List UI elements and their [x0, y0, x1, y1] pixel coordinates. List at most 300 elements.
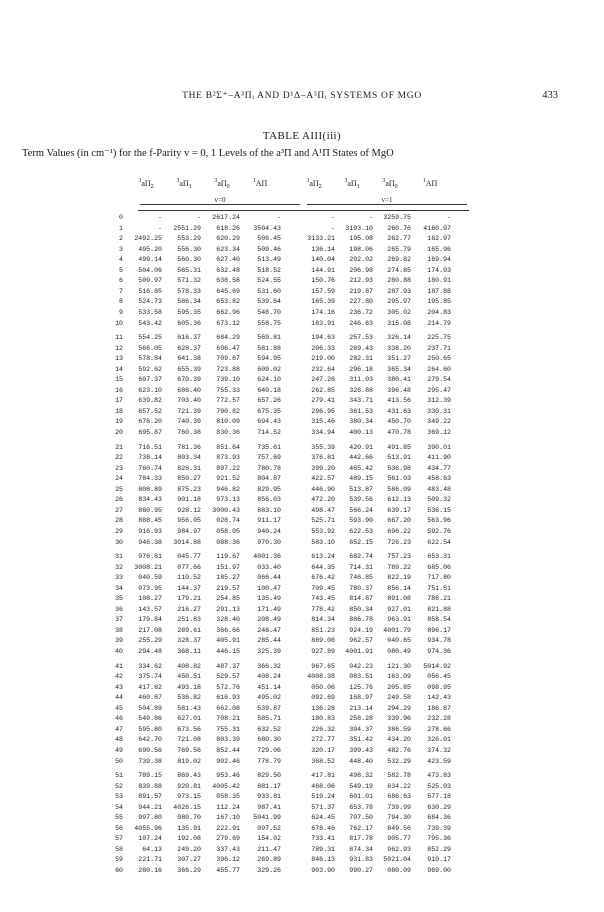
- table-row: [0, 320, 604, 327]
- term-value-cell: 595.35: [177, 308, 201, 316]
- term-value-cell: 405.91: [216, 637, 240, 645]
- term-value-cell: 670.39: [177, 376, 201, 384]
- table-row: [0, 715, 604, 722]
- term-value-cell: 707.50: [349, 814, 373, 822]
- term-value-cell: 330.31: [427, 407, 451, 415]
- term-value-cell: 192.08: [177, 835, 201, 843]
- column-header: $^3a\Pi_2$: [306, 178, 322, 190]
- running-header: [0, 90, 604, 104]
- term-value-cell: 237.71: [427, 344, 451, 352]
- term-value-cell: 624.10: [257, 376, 281, 384]
- term-value-cell: 334.94: [311, 429, 335, 436]
- term-value-cell: 171.49: [257, 605, 281, 613]
- term-value-cell: 565.31: [177, 266, 201, 274]
- term-value-cell: 585.71: [257, 715, 281, 723]
- term-value-cell: 088.36: [216, 538, 240, 546]
- term-value-cell: 315.46: [311, 418, 335, 426]
- table-row: [0, 528, 604, 535]
- term-value-cell: 529.57: [216, 673, 240, 681]
- term-value-cell: 696.47: [216, 344, 240, 352]
- term-value-cell: 623.10: [138, 386, 162, 394]
- term-value-cell: 653.31: [427, 553, 451, 561]
- table-row: [0, 366, 604, 373]
- term-value-cell: 066.44: [257, 574, 281, 582]
- term-value-cell: 509.46: [257, 245, 281, 253]
- term-value-cell: 154.02: [257, 835, 281, 843]
- row-label-j: 43: [115, 683, 123, 691]
- column-header: $^1$AΠ: [252, 178, 268, 188]
- term-value-cell: 973.13: [216, 496, 240, 504]
- term-value-cell: 851.23: [311, 626, 335, 634]
- term-value-cell: 525.03: [427, 782, 451, 790]
- term-value-cell: 280.16: [138, 867, 162, 874]
- term-value-cell: 108.27: [138, 595, 162, 603]
- row-label-j: 36: [115, 605, 123, 613]
- term-value-cell: 221.71: [138, 856, 162, 864]
- term-value-cell: 819.02: [177, 757, 201, 765]
- row-label-j: 54: [115, 803, 123, 811]
- term-value-cell: 334.62: [138, 662, 162, 670]
- term-value-cell: 856.14: [387, 584, 411, 592]
- term-value-cell: 856.03: [257, 496, 281, 504]
- row-label-j: 18: [115, 407, 123, 415]
- term-value-cell: 493.18: [177, 683, 201, 691]
- term-value-cell: 349.22: [427, 418, 451, 426]
- row-label-j: 40: [115, 648, 123, 655]
- table-row: [0, 637, 604, 644]
- row-label-j: 45: [115, 704, 123, 712]
- term-value-cell: 536.82: [177, 694, 201, 702]
- row-label-j: 4: [119, 256, 123, 264]
- term-value-cell: 269.89: [257, 856, 281, 864]
- term-value-cell: 361.53: [349, 407, 373, 415]
- term-value-cell: 944.21: [138, 803, 162, 811]
- term-value-cell: 563.96: [427, 517, 451, 525]
- table-row: [0, 235, 604, 242]
- term-value-cell: 295.97: [387, 298, 411, 306]
- term-value-cell: 366.29: [177, 867, 201, 874]
- term-value-cell: 489.15: [349, 475, 373, 483]
- term-value-cell: 097.52: [257, 824, 281, 832]
- term-value-cell: 940.24: [257, 527, 281, 535]
- term-value-cell: 251.83: [177, 616, 201, 624]
- term-value-cell: 561.03: [387, 475, 411, 483]
- row-label-j: 1: [119, 224, 123, 232]
- term-value-cell: 495.20: [138, 245, 162, 253]
- term-value-cell: 431.63: [387, 407, 411, 415]
- term-value-cell: 226.32: [311, 725, 335, 733]
- term-value-cell: 287.93: [387, 287, 411, 295]
- term-value-cell: 2617.24: [212, 214, 240, 221]
- term-value-cell: 125.76: [349, 683, 373, 691]
- term-value-cell: 225.75: [427, 334, 451, 342]
- term-value-cell: 694.43: [257, 418, 281, 426]
- term-value-cell: 451.14: [257, 683, 281, 691]
- term-value-cell: -: [158, 224, 162, 232]
- term-value-cell: 973.15: [177, 793, 201, 801]
- term-value-cell: 028.74: [216, 517, 240, 525]
- term-value-cell: 169.94: [427, 256, 451, 264]
- term-value-cell: 680.30: [257, 736, 281, 744]
- term-value-cell: 969.00: [427, 867, 451, 874]
- term-value-cell: 653.82: [216, 298, 240, 306]
- term-value-cell: 411.90: [427, 454, 451, 462]
- term-value-cell: 380.41: [387, 376, 411, 384]
- table-row: [0, 663, 604, 670]
- term-value-cell: 328.40: [216, 616, 240, 624]
- term-value-cell: 536.98: [387, 464, 411, 472]
- term-value-cell: 976.81: [138, 553, 162, 561]
- term-value-cell: 569.81: [257, 334, 281, 342]
- term-value-cell: 390.01: [427, 443, 451, 451]
- term-value-cell: 212.93: [349, 277, 373, 285]
- row-label-j: 52: [115, 782, 123, 790]
- term-value-cell: 482.76: [387, 746, 411, 754]
- term-value-cell: 641.38: [177, 355, 201, 363]
- term-value-cell: 630.29: [427, 803, 451, 811]
- term-value-cell: 107.24: [138, 835, 162, 843]
- term-value-cell: 739.10: [216, 376, 240, 384]
- term-value-cell: 897.22: [216, 464, 240, 472]
- term-value-cell: 4001.36: [253, 553, 281, 561]
- term-value-cell: 282.31: [349, 355, 373, 363]
- term-value-cell: 946.38: [138, 538, 162, 546]
- term-value-cell: 781.36: [177, 443, 201, 451]
- term-value-cell: 566.05: [138, 344, 162, 352]
- term-value-cell: 143.57: [138, 605, 162, 613]
- term-value-cell: 760.38: [177, 429, 201, 436]
- term-value-cell: 682.74: [349, 553, 373, 561]
- table-row: [0, 825, 604, 832]
- term-value-cell: 639.82: [138, 397, 162, 405]
- term-value-cell: 953.46: [216, 772, 240, 780]
- row-label-j: 55: [115, 814, 123, 822]
- row-label-j: 57: [115, 835, 123, 843]
- term-value-cell: 396.12: [216, 856, 240, 864]
- term-value-cell: 408.24: [257, 673, 281, 681]
- term-value-cell: 202.02: [349, 256, 373, 264]
- term-value-cell: 450.51: [177, 673, 201, 681]
- term-value-cell: 186.87: [427, 704, 451, 712]
- column-header: $^1$AΠ: [422, 178, 438, 188]
- term-value-cell: 366.66: [216, 626, 240, 634]
- term-value-cell: 326.88: [349, 386, 373, 394]
- table-title: TABLE AIII(iii): [262, 130, 342, 142]
- term-value-cell: 934.78: [427, 637, 451, 645]
- term-value-cell: 280.88: [387, 277, 411, 285]
- term-value-cell: -: [197, 214, 201, 221]
- term-value-cell: 673.12: [216, 319, 240, 327]
- term-value-cell: 891.08: [387, 595, 411, 603]
- term-value-cell: 058.35: [216, 793, 240, 801]
- term-value-cell: 657.26: [257, 397, 281, 405]
- row-label-j: 15: [115, 376, 123, 384]
- table-row: [0, 387, 604, 394]
- term-value-cell: 850.27: [177, 475, 201, 483]
- term-value-cell: 572.76: [216, 683, 240, 691]
- table-row: [0, 585, 604, 592]
- term-value-cell: -: [331, 224, 335, 232]
- term-value-cell: 772.57: [216, 397, 240, 405]
- row-label-j: 3: [119, 245, 123, 253]
- row-label-j: 19: [115, 418, 123, 426]
- term-value-cell: 329.26: [257, 867, 281, 874]
- term-value-cell: 729.06: [257, 746, 281, 754]
- term-value-cell: 307.27: [177, 856, 201, 864]
- term-value-cell: 607.37: [138, 376, 162, 384]
- term-value-cell: 525.71: [311, 517, 335, 525]
- term-value-cell: 881.17: [257, 782, 281, 790]
- term-value-cell: 257.53: [349, 334, 373, 342]
- term-value-cell: 826.31: [177, 464, 201, 472]
- term-value-cell: 539.87: [257, 704, 281, 712]
- term-value-cell: 265.79: [387, 245, 411, 253]
- term-value-cell: 829.50: [257, 772, 281, 780]
- term-value-cell: 662.96: [216, 308, 240, 316]
- term-value-cell: 279.41: [311, 397, 335, 405]
- term-value-cell: 709.45: [311, 584, 335, 592]
- term-value-cell: 886.78: [349, 616, 373, 624]
- term-value-cell: 180.83: [311, 715, 335, 723]
- row-label-j: 14: [115, 365, 123, 373]
- term-value-cell: 676.42: [311, 574, 335, 582]
- term-value-cell: 695.87: [138, 429, 162, 436]
- term-value-cell: 622.53: [349, 527, 373, 535]
- term-value-cell: 278.66: [427, 725, 451, 733]
- term-value-cell: 140.04: [311, 256, 335, 264]
- table-row: [0, 496, 604, 503]
- term-value-cell: 518.52: [257, 266, 281, 274]
- table-row: [0, 673, 604, 680]
- term-value-cell: 632.48: [216, 266, 240, 274]
- term-value-cell: 618.26: [216, 224, 240, 232]
- term-value-cell: 460.87: [138, 694, 162, 702]
- row-label-j: 38: [115, 626, 123, 634]
- row-label-j: 27: [115, 506, 123, 514]
- term-value-cell: 875.23: [177, 485, 201, 493]
- row-label-j: 8: [119, 298, 123, 306]
- term-value-cell: 548.70: [257, 308, 281, 316]
- term-value-cell: 040.65: [387, 637, 411, 645]
- term-value-cell: 778.79: [257, 757, 281, 765]
- term-value-cell: 208.49: [257, 616, 281, 624]
- term-value-cell: 676.20: [138, 418, 162, 426]
- term-value-cell: 627.40: [216, 256, 240, 264]
- term-value-cell: 536.15: [427, 506, 451, 514]
- term-value-cell: 183.91: [311, 319, 335, 327]
- table-row: [0, 595, 604, 602]
- term-value-cell: 605.36: [177, 319, 201, 327]
- term-value-cell: 396.48: [387, 386, 411, 394]
- term-value-cell: 295.47: [427, 386, 451, 394]
- term-value-cell: 246.63: [349, 319, 373, 327]
- term-value-cell: 632.52: [257, 725, 281, 733]
- term-value-cell: 733.41: [311, 835, 335, 843]
- term-value-cell: 291.13: [216, 605, 240, 613]
- row-label-j: 44: [115, 694, 123, 702]
- term-value-cell: 355.39: [311, 443, 335, 451]
- term-value-cell: 513.87: [349, 485, 373, 493]
- column-header: $^3a\Pi_1$: [344, 178, 360, 190]
- term-value-cell: 135.49: [257, 595, 281, 603]
- term-value-cell: 458.63: [427, 475, 451, 483]
- term-value-cell: 498.32: [349, 772, 373, 780]
- term-value-cell: 891.57: [138, 793, 162, 801]
- term-value-cell: 852.44: [216, 746, 240, 754]
- term-value-cell: 3259.75: [383, 214, 411, 221]
- term-value-cell: 553.92: [311, 527, 335, 535]
- column-header: $^3a\Pi_2$: [138, 178, 154, 190]
- term-value-cell: 326.14: [387, 334, 411, 342]
- term-value-cell: 077.66: [177, 563, 201, 571]
- term-value-cell: 180.91: [427, 277, 451, 285]
- term-value-cell: 339.96: [387, 715, 411, 723]
- term-value-cell: 984.97: [177, 527, 201, 535]
- term-value-cell: 3000.43: [212, 506, 240, 514]
- term-value-cell: 509.32: [427, 496, 451, 504]
- term-value-cell: 652.15: [349, 538, 373, 546]
- term-value-cell: 673.56: [177, 725, 201, 733]
- term-value-cell: 042.23: [349, 662, 373, 670]
- term-value-cell: 586.34: [177, 298, 201, 306]
- term-value-cell: 448.40: [349, 757, 373, 765]
- term-value-cell: 144.37: [177, 584, 201, 592]
- term-value-cell: 272.77: [311, 736, 335, 744]
- row-label-j: 39: [115, 637, 123, 645]
- term-value-cell: 760.74: [138, 464, 162, 472]
- term-value-cell: 4005.42: [212, 782, 240, 790]
- term-value-cell: 236.72: [349, 308, 373, 316]
- row-label-j: 17: [115, 397, 123, 405]
- term-value-cell: 571.32: [177, 277, 201, 285]
- term-value-cell: 376.81: [311, 454, 335, 462]
- term-value-cell: 328.37: [177, 637, 201, 645]
- table-row: [0, 475, 604, 482]
- term-value-cell: 714.31: [349, 563, 373, 571]
- term-value-cell: 531.60: [257, 287, 281, 295]
- term-value-cell: 351.42: [349, 736, 373, 744]
- table-row: [0, 758, 604, 765]
- term-value-cell: 338.20: [387, 344, 411, 352]
- term-value-cell: 325.39: [257, 648, 281, 655]
- term-value-cell: 769.56: [177, 746, 201, 754]
- term-value-cell: 662.08: [216, 704, 240, 712]
- term-value-cell: 609.02: [257, 365, 281, 373]
- term-value-cell: 817.78: [349, 835, 373, 843]
- term-value-cell: 533.58: [138, 308, 162, 316]
- term-value-cell: 3008.21: [134, 563, 162, 571]
- term-value-cell: 780.78: [257, 464, 281, 472]
- term-value-cell: 219.87: [349, 287, 373, 295]
- term-value-cell: 524.73: [138, 298, 162, 306]
- term-value-cell: 849.56: [387, 824, 411, 832]
- term-value-cell: 285.44: [257, 637, 281, 645]
- term-value-cell: 839.88: [138, 782, 162, 790]
- term-value-cell: 582.78: [387, 772, 411, 780]
- term-value-cell: 294.29: [387, 704, 411, 712]
- term-value-cell: 543.42: [138, 319, 162, 327]
- term-value-cell: 970.30: [257, 538, 281, 546]
- term-value-cell: 195.85: [427, 298, 451, 306]
- row-label-j: 6: [119, 277, 123, 285]
- term-value-cell: 639.17: [387, 506, 411, 514]
- term-value-cell: -: [158, 214, 162, 221]
- term-value-cell: 634.22: [387, 782, 411, 790]
- term-value-cell: 577.18: [427, 793, 451, 801]
- term-value-cell: 532.29: [387, 757, 411, 765]
- term-value-cell: 222.91: [216, 824, 240, 832]
- row-label-j: 2: [119, 235, 123, 243]
- term-value-cell: 250.65: [427, 355, 451, 363]
- term-value-cell: 990.27: [349, 867, 373, 874]
- term-value-cell: 709.67: [216, 355, 240, 363]
- term-value-cell: 516.85: [138, 287, 162, 295]
- term-value-cell: 254.85: [216, 595, 240, 603]
- term-value-cell: 417.82: [138, 683, 162, 691]
- row-label-j: 34: [115, 584, 123, 592]
- term-value-cell: 4160.97: [423, 224, 451, 232]
- term-value-cell: 786.21: [427, 595, 451, 603]
- term-value-cell: 165.96: [427, 245, 451, 253]
- term-value-cell: 167.10: [216, 814, 240, 822]
- term-value-cell: 962.93: [387, 845, 411, 853]
- table-row: [0, 246, 604, 253]
- term-value-cell: 524.55: [257, 277, 281, 285]
- term-value-cell: 920.81: [177, 782, 201, 790]
- term-value-cell: 144.91: [311, 266, 335, 274]
- term-value-cell: 136.28: [311, 704, 335, 712]
- table-row: [0, 856, 604, 863]
- term-value-cell: 723.88: [216, 365, 240, 373]
- term-value-cell: 206.33: [311, 344, 335, 352]
- term-value-cell: 163.09: [387, 673, 411, 681]
- term-value-cell: 858.54: [427, 616, 451, 624]
- term-value-cell: 594.95: [257, 355, 281, 363]
- term-value-cell: -: [277, 214, 281, 221]
- term-value-cell: 738.14: [138, 454, 162, 462]
- term-value-cell: 803.34: [177, 454, 201, 462]
- term-value-cell: 219.57: [216, 584, 240, 592]
- table-row: [0, 444, 604, 451]
- table-row: [0, 376, 604, 383]
- term-value-cell: 112.24: [216, 803, 240, 811]
- term-value-cell: 499.14: [138, 256, 162, 264]
- term-value-cell: 369.12: [427, 429, 451, 436]
- term-value-cell: 684.29: [216, 334, 240, 342]
- table-row: [0, 214, 604, 221]
- term-value-cell: 198.06: [349, 245, 373, 253]
- term-value-cell: 690.56: [138, 746, 162, 754]
- term-value-cell: 150.76: [311, 277, 335, 285]
- row-label-j: 23: [115, 464, 123, 472]
- term-value-cell: 822.19: [387, 574, 411, 582]
- term-value-cell: 311.03: [349, 376, 373, 384]
- term-value-cell: 721.39: [177, 407, 201, 415]
- term-value-cell: 804.87: [257, 475, 281, 483]
- term-value-cell: 262.85: [311, 386, 335, 394]
- row-label-j: 50: [115, 757, 123, 765]
- term-value-cell: 583.10: [311, 538, 335, 546]
- term-value-cell: 566.24: [349, 506, 373, 514]
- term-value-cell: 343.71: [349, 397, 373, 405]
- term-value-cell: 928.12: [177, 506, 201, 514]
- term-value-cell: 513.91: [387, 454, 411, 462]
- term-value-cell: 874.34: [349, 845, 373, 853]
- table-row: [0, 507, 604, 514]
- term-value-cell: 162.97: [427, 235, 451, 243]
- table-row: [0, 705, 604, 712]
- term-value-cell: 080.49: [387, 648, 411, 655]
